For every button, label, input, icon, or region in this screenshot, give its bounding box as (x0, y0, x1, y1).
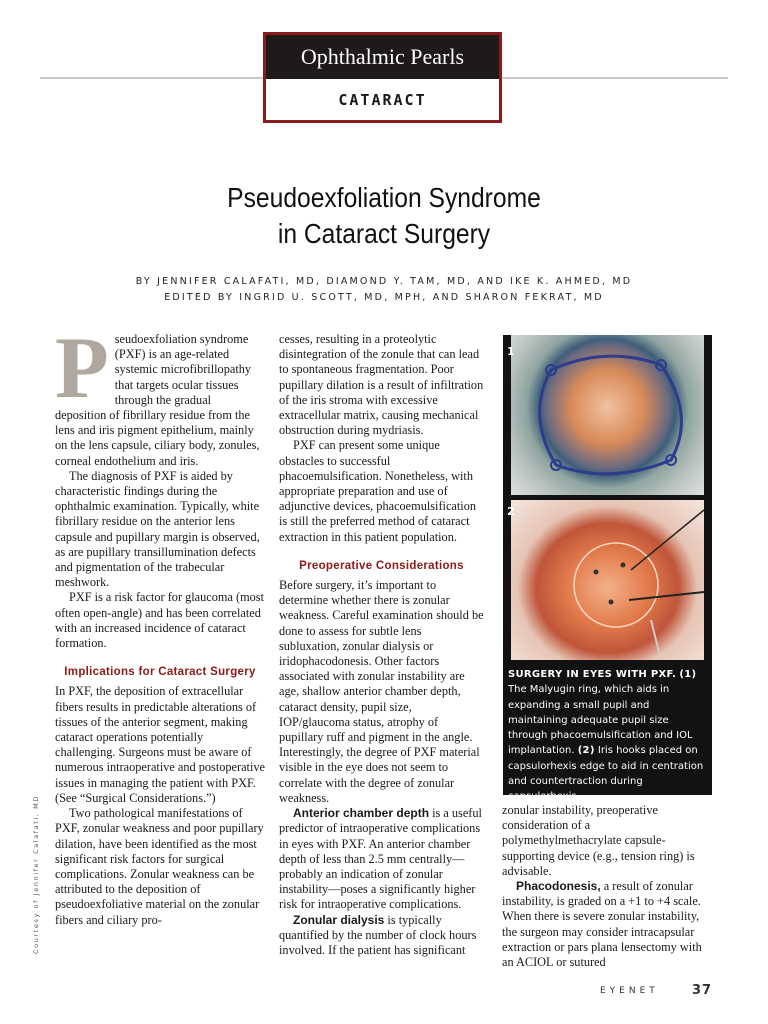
paragraph: Two pathological manifestations of PXF, zonular weakness and poor pupillary dilation, have been identified as the most significant risk factors for surgical complications. Zonular weakness can be attributed to the deposition of pseudoexfoliative material on the zonular fibers and ciliary pro- (55, 806, 264, 927)
section-header (263, 32, 502, 123)
column-1 (55, 320, 266, 928)
paragraph: Before surgery, it’s important to determine whether there is zonular weakness. Careful examination should be done to assess for subtle lens subluxation, zonular dialysis or iridophacodonesis. Other factors associated with zonular instability are age, shallow anterior chamber depth, cataract density, pupil size, IOP/glaucoma status, atrophy of pupillary ruff and pigment in the angle. Interestingly, the degree of PXF material visible in the eye does not seem to correlate with the degree of zonular weakness. (279, 578, 484, 805)
page-number: 37 (692, 983, 713, 998)
authors: BY JENNIFER CALAFATI, MD, DIAMOND Y. TAM, MD, AND IKE K. AHMED, MD (135, 276, 633, 287)
paragraph: PXF is a risk factor for glaucoma (most often open-angle) and has been correlated with an increased incidence of cataract formation. (55, 590, 265, 651)
byline (0, 274, 768, 306)
runin-heading: Phacodonesis, (516, 879, 601, 894)
intro-paragraph: Pseudoexfoliation syndrome (PXF) is an age-related systemic microfibrillopathy that targets ocular tissues through the gradual deposition of fibrillary residue from the lens and iris pigment epithelium, mainly on the lens capsule, ciliary body, zonules, corneal endothelium and iris. (55, 320, 260, 468)
journal-name: EYENET (600, 986, 659, 996)
runin-heading: Zonular dialysis (293, 912, 385, 927)
figure-caption: SURGERY IN EYES WITH PXF. (1) The Malyugin ring, which aids in expanding a small pupil and maintaining adequate pupil size through phacoemulsification and IOL implantation. (2) Iris hooks placed on capsulorhexis edge to aid in centration and countertraction during capsulorhexis. (508, 669, 704, 803)
paragraph: cesses, resulting in a proteolytic disintegration of the zonule that can lead to spontaneous fragmentation. Poor pupillary dilation is a result of infiltration of the iris stroma with excessive extracellular matrix, causing mechanical obstruction during mydriasis. (279, 332, 484, 438)
title-line-2: in Cataract Surgery (277, 218, 491, 249)
editors: EDITED BY INGRID U. SCOTT, MD, MPH, AND SHARON FEKRAT, MD (164, 292, 604, 303)
paragraph: Anterior chamber depth is a useful predictor of intraoperative complications in eyes with PXF. An anterior chamber depth of less than 2.5 mm centrally—probably an indication of zonular instability—poses a significantly higher risk for intraoperative complications. (279, 806, 482, 912)
subhead-preoperative: Preoperative Considerations (299, 559, 464, 572)
malyugin-ring-graphic (511, 335, 704, 495)
iris-hooks-graphic (511, 500, 704, 660)
surgical-photo-1 (511, 335, 704, 495)
drop-cap: P (55, 320, 109, 417)
runin-heading: Anterior chamber depth (293, 806, 430, 821)
paragraph: zonular instability, preoperative consideration of a polymethylmethacrylate capsule-supporting device (e.g., tension ring) is advisable. (502, 803, 695, 878)
paragraph: PXF can present some unique obstacles to successful phacoemulsification. Nonetheless, with appropriate preparation and use of adjunctive devices, phacoemulsification is still the preferred method of cataract extraction in this patient population. (279, 438, 477, 544)
figure-label-2: 2 (507, 505, 515, 518)
paragraph: In PXF, the deposition of extracellular fibers results in predictable alterations of tissues of the anterior segment, making cataract operations potentially challenging. Surgeons must be aware of numerous intraoperative and postoperative issues in managing the patient with PXF. (See “Surgical Considerations.”) (55, 684, 266, 805)
article-title (46, 180, 722, 252)
paragraph: Zonular dialysis is typically quantified by the number of clock hours involved. If the patient has significant (279, 912, 477, 957)
page-footer (600, 983, 715, 998)
surgical-photo-2 (511, 500, 704, 660)
paragraph: Phacodonesis, a result of zonular instability, is graded on a +1 to +4 scale. When there is severe zonular instability, the surgeon may consider intracapsular extraction or pars plana lensectomy with an ACIOL or sutured (502, 879, 702, 970)
figure (503, 335, 712, 803)
figure-label-1: 1 (507, 345, 515, 358)
paragraph: The diagnosis of PXF is aided by characteristic findings during the ophthalmic examination. Typically, white fibrillary residue on the anterior lens capsule and pupillary margin is observed, as are pupillary transillumination defects and pigmentation of the trabecular meshwork. (55, 468, 260, 590)
caption-title: SURGERY IN EYES WITH PXF. (508, 669, 677, 680)
photo-credit: Courtesy of Jennifer Calafati, MD (32, 795, 40, 954)
column-2 (279, 332, 484, 958)
section-label: CATARACT (338, 90, 427, 109)
series-title: Ophthalmic Pearls (266, 35, 499, 79)
subhead-implications: Implications for Cataract Surgery (64, 666, 256, 679)
title-line-1: Pseudoexfoliation Syndrome (227, 182, 541, 213)
column-3 (502, 803, 710, 970)
